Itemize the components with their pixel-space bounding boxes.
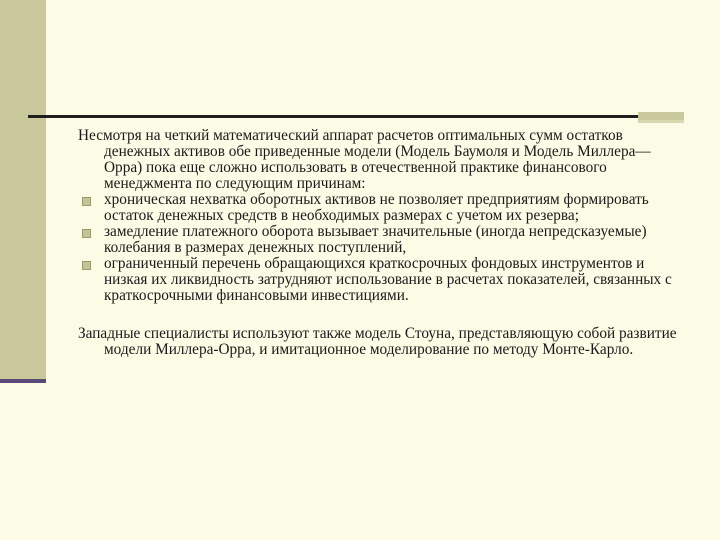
list-item [78,256,688,304]
title-divider-line [28,115,638,118]
list-item-text: замедление платежного оборота вызывает значительные (иногда непредсказуемые) колебания в размерах денежных поступлений, [104,223,647,256]
square-bullet-icon [82,229,91,238]
list-item-text: ограниченный перечень обращающихся краткосрочных фондовых инструментов и низкая их ликвидность затрудняют использование в расчетах показателей, связанных с краткосрочными финансовыми инвестициями. [104,255,672,304]
closing-paragraph: Западные специалисты используют также модель Стоуна, представляющую собой развитие модели Миллера-Орра, и имитационное моделирование по методу Монте-Карло. [78,325,677,358]
intro-paragraph: Несмотря на четкий математический аппарат расчетов оптимальных сумм остатков денежных активов обе приведенные модели (Модель Баумоля и Модель Миллера—Орра) пока еще сложно использовать в отечественной практике финансового менеджмента по следующим причинам: [78,127,651,192]
list-item [78,192,688,224]
list-item-text: хроническая нехватка оборотных активов не позволяет предприятиям формировать остаток денежных средств в необходимых размерах с учетом их резерва; [104,191,649,224]
reasons-list [78,192,688,304]
divider-accent-strip [638,120,684,123]
left-decorative-band [0,0,46,383]
square-bullet-icon [82,197,91,206]
left-band-edge [0,379,46,383]
square-bullet-icon [82,261,91,270]
list-item [78,224,688,256]
divider-accent-block [638,112,684,120]
slide-body [78,128,688,358]
